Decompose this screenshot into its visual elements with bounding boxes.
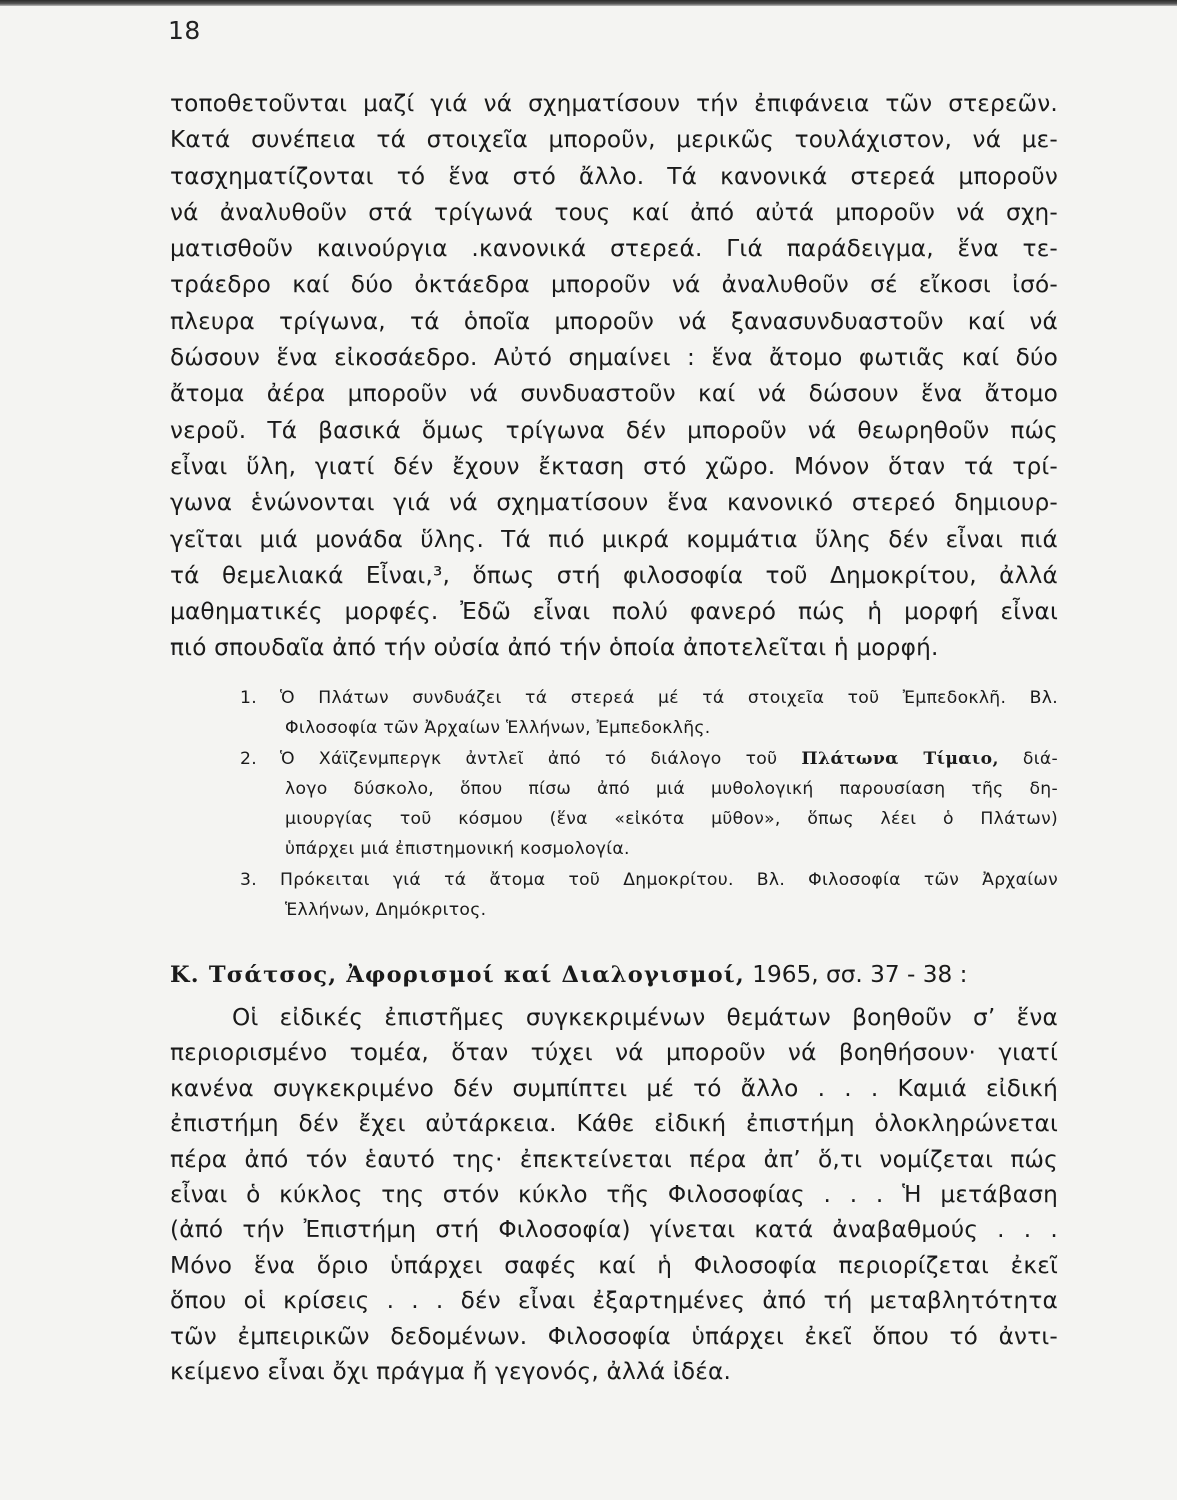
main-paragraph xyxy=(170,86,1058,667)
footnote-1 xyxy=(240,683,1058,713)
text-line: κανένα συγκεκριμένο δέν συμπίπτει μέ τό ἄλλο . . . Καμιά εἰδική xyxy=(170,1074,1058,1102)
text-line: μαθηματικές μορφές. Ἐδῶ εἶναι πολύ φανερό πώς ἡ μορφή εἶναι xyxy=(170,598,1058,626)
text-line: τράεδρο καί δύο ὀκτάεδρα μποροῦν νά ἀναλυθοῦν σέ εἴκοσι ἰσό- xyxy=(170,271,1058,299)
text-line: κείμενο εἶναι ὄχι πράγμα ἤ γεγονός, ἀλλά ἰδέα. xyxy=(170,1358,732,1386)
text-line: πλευρα τρίγωνα, τά ὁποῖα μποροῦν νά ξανασυνδυαστοῦν καί νά xyxy=(170,307,1058,335)
footnote-1-cont: Φιλοσοφία τῶν Ἀρχαίων Ἑλλήνων, Ἐμπεδοκλῆς. xyxy=(285,718,711,739)
footnote-2-cont: μιουργίας τοῦ κόσμου (ἕνα «εἰκότα μῦθον», ὅπως λέει ὁ Πλάτων) xyxy=(285,809,1058,830)
footnote-3-cont: Ἑλλήνων, Δημόκριτος. xyxy=(285,900,487,921)
footnote-text: Ὁ Πλάτων συνδυάζει τά στερεά μέ τά στοιχεῖα τοῦ Ἐμπεδοκλῆ. Βλ. xyxy=(280,688,1058,708)
quote-paragraph xyxy=(170,1000,1058,1389)
text-line: νά ἀναλυθοῦν στά τρίγωνά τους καί ἀπό αὐτά μποροῦν νά σχη- xyxy=(170,198,1058,226)
text-line: εἶναι ὁ κύκλος της στόν κύκλο τῆς Φιλοσοφίας . . . Ἡ μετάβαση xyxy=(170,1181,1058,1209)
text-line: Μόνο ἕνα ὅριο ὑπάρχει σαφές καί ἡ Φιλοσοφία περιορίζεται ἐκεῖ xyxy=(170,1251,1058,1279)
page-number: 18 xyxy=(168,16,201,45)
footnote-3 xyxy=(240,865,1058,895)
text-line: τοποθετοῦνται μαζί γιά νά σχηματίσουν τήν ἐπιφάνεια τῶν στερεῶν. xyxy=(170,90,1058,117)
footnote-2 xyxy=(240,744,1058,774)
scan-edge xyxy=(0,0,1177,6)
text-line: πέρα ἀπό τόν ἑαυτό της· ἐπεκτείνεται πέρα ἀπ’ ὅ,τι νομίζεται πώς xyxy=(170,1145,1058,1173)
footnote-number: 3. xyxy=(240,869,257,890)
quote-author-title: Κ. Τσάτσος, Ἀφορισμοί καί Διαλογισμοί, xyxy=(170,962,745,988)
footnote-2-cont: λογο δύσκολο, ὅπου πίσω ἀπό μιά μυθολογική παρουσίαση τῆς δη- xyxy=(285,778,1058,799)
text-line: Κατά συνέπεια τά στοιχεῖα μποροῦν, μερικῶς τουλάχιστον, νά με- xyxy=(170,126,1058,154)
text-line: πιό σπουδαῖα ἀπό τήν οὐσία ἀπό τήν ὁποία ἀποτελεῖται ἡ μορφή. xyxy=(170,634,939,662)
text-line: ὅπου οἱ κρίσεις . . . δέν εἶναι ἐξαρτημένες ἀπό τή μεταβλητότητα xyxy=(170,1287,1058,1315)
text-line: περιορισμένο τομέα, ὅταν τύχει νά μποροῦν νά βοηθήσουν· γιατί xyxy=(170,1039,1058,1067)
text-line: ἐπιστήμη δέν ἔχει αὐτάρκεια. Κάθε εἰδική ἐπιστήμη ὁλοκληρώνεται xyxy=(170,1110,1058,1138)
text-line: τασχηματίζονται τό ἕνα στό ἄλλο. Τά κανονικά στερεά μποροῦν xyxy=(170,162,1058,190)
text-line: γωνα ἑνώνονται γιά νά σχηματίσουν ἕνα κανονικό στερεό δημιουρ- xyxy=(170,489,1058,517)
quote-source-heading xyxy=(170,957,1058,993)
footnotes xyxy=(240,683,1058,925)
footnote-number: 1. xyxy=(240,688,257,708)
text-line: Οἱ εἰδικές ἐπιστῆμες συγκεκριμένων θεμάτων βοηθοῦν σ’ ἕνα xyxy=(232,1004,1058,1031)
text-line: ἄτομα ἀέρα μποροῦν νά συνδυαστοῦν καί νά δώσουν ἕνα ἄτομο xyxy=(170,380,1058,408)
text-line: τά θεμελιακά Εἶναι,³, ὅπως στή φιλοσοφία τοῦ Δημοκρίτου, ἀλλά xyxy=(170,561,1058,589)
footnote-work-title: Πλάτωνα Τίμαιο, xyxy=(801,748,999,769)
text-line: εἶναι ὕλη, γιατί δέν ἔχουν ἔκταση στό χῶρο. Μόνον ὅταν τά τρί- xyxy=(170,452,1058,480)
quote-reference: 1965, σσ. 37 - 38 : xyxy=(744,961,968,988)
text-line: ματισθοῦν καινούργια .κανονικά στερεά. Γιά παράδειγμα, ἕνα τε- xyxy=(170,235,1058,263)
footnote-2-cont: ὑπάρχει μιά ἐπιστημονική κοσμολογία. xyxy=(285,839,630,860)
footnote-text: Πρόκειται γιά τά ἄτομα τοῦ Δημοκρίτου. Βλ. Φιλοσοφία τῶν Ἀρχαίων xyxy=(280,869,1058,890)
text-line: γεῖται μιά μονάδα ὕλης. Τά πιό μικρά κομμάτια ὕλης δέν εἶναι πιά xyxy=(170,525,1058,553)
text-line: (ἀπό τήν Ἐπιστήμη στή Φιλοσοφία) γίνεται κατά ἀναβαθμούς . . . xyxy=(170,1216,1058,1244)
text-line: δώσουν ἕνα εἰκοσάεδρο. Αὐτό σημαίνει : ἕνα ἄτομο φωτιᾶς καί δύο xyxy=(170,344,1058,372)
text-line: νεροῦ. Τά βασικά ὅμως τρίγωνα δέν μποροῦν νά θεωρηθοῦν πώς xyxy=(170,416,1058,444)
footnote-text: διά- xyxy=(998,748,1058,769)
footnote-text: Ὁ Χάϊζενμπεργκ ἀντλεῖ ἀπό τό διάλογο τοῦ xyxy=(280,748,802,769)
text-line: τῶν ἐμπειρικῶν δεδομένων. Φιλοσοφία ὑπάρχει ἐκεῖ ὅπου τό ἀντι- xyxy=(170,1322,1058,1350)
footnote-number: 2. xyxy=(240,748,257,769)
